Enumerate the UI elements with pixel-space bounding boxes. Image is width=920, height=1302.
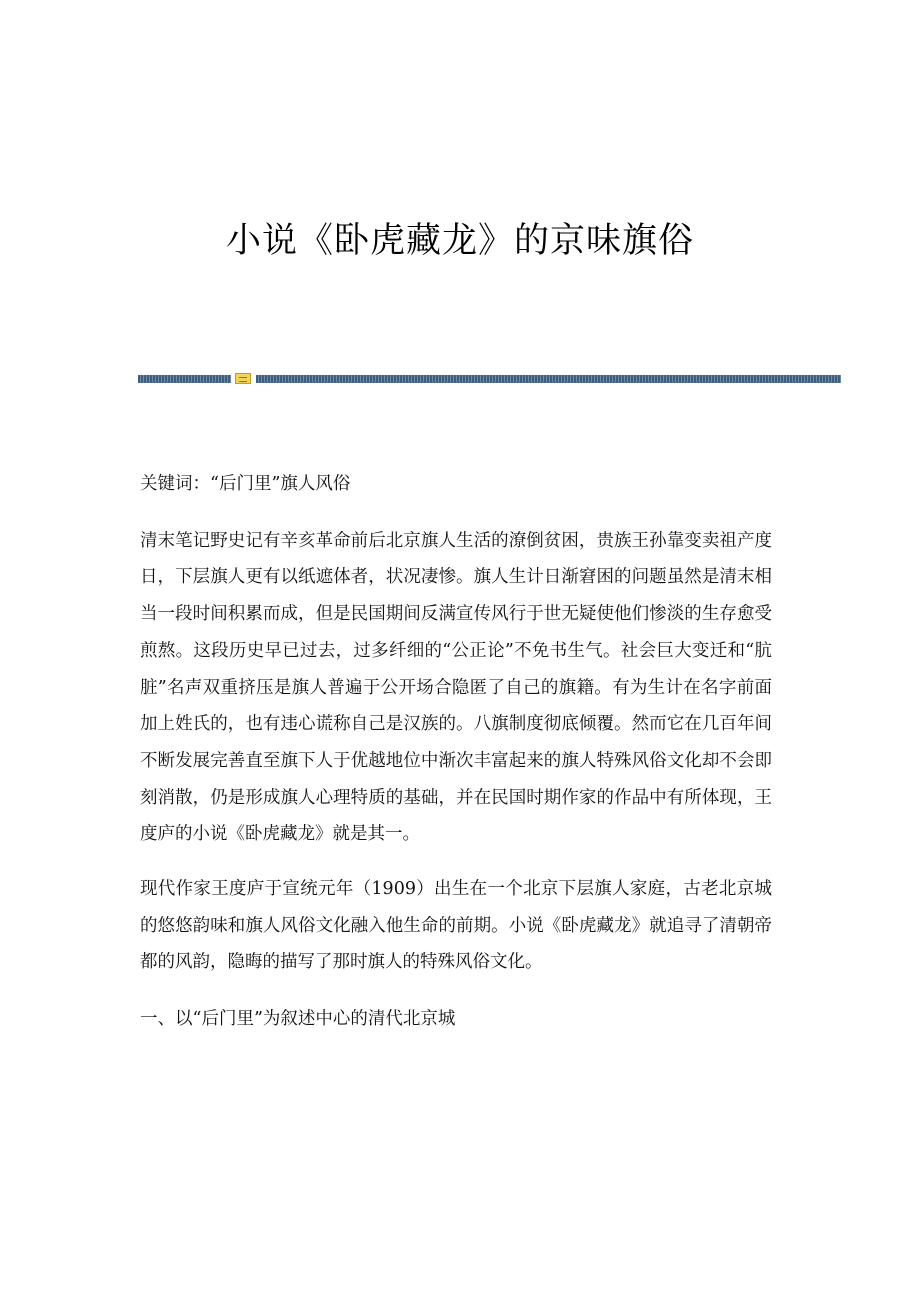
body-paragraph: 现代作家王度庐于宣统元年（1909）出生在一个北京下层旗人家庭，古老北京城的悠悠韵味和旗人风俗文化融入他生命的前期。小说《卧虎藏龙》就追寻了清朝帝都的风韵，隐晦的描写了那时旗人的特殊风俗文化。 — [140, 879, 772, 973]
document-title: 小说《卧虎藏龙》的京味旗俗 — [225, 221, 694, 261]
body-paragraph: 清末笔记野史记有辛亥革命前后北京旗人生活的潦倒贫困，贵族王孙靠变卖祖产度日，下层旗人更有以纸遮体者，状况凄惨。旗人生计日渐窘困的问题虽然是清末相当一段时间积累而成，但是民国期间反满宣传风行于世无疑使他们惨淡的生存愈受煎熬。这段历史早已过去，过多纤细的“公正论”不免书生气。社会巨大变迁和“肮脏”名声双重挤压是旗人普遍于公开场合隐匿了自己的旗籍。有为生计在名字前面加上姓氏的，也有违心谎称自己是汉族的。八旗制度彻底倾覆。然而它在几百年间不断发展完善直至旗下人于优越地位中渐次丰富起来的旗人特殊风俗文化却不会即刻消散，仍是形成旗人心理特质的基础，并在民国时期作家的作品中有所体现，王度庐的小说《卧虎藏龙》就是其一。 — [140, 530, 772, 845]
divider-bar-right — [256, 375, 841, 383]
divider-bar-left — [138, 375, 231, 383]
divider-ornament-icon — [235, 373, 251, 384]
section-heading: 一、以“后门里”为叙述中心的清代北京城 — [140, 1009, 456, 1030]
keywords-line: 关键词：“后门里”旗人风俗 — [140, 474, 351, 494]
document-body — [140, 466, 772, 1038]
title-divider — [138, 373, 841, 385]
